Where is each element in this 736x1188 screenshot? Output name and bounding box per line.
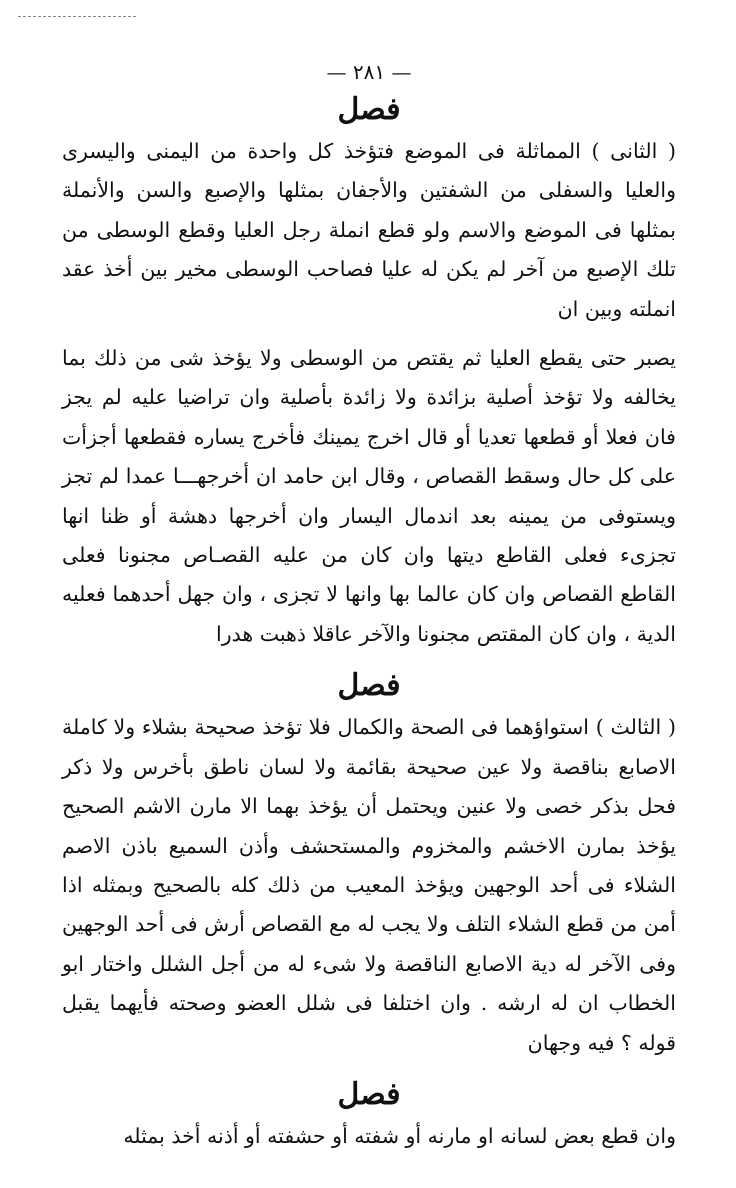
section-1-paragraph-2: يصبر حتى يقطع العليا ثم يقتص من الوسطى ولا يؤخذ شى من ذلك بما يخالفه ولا تؤخذ أصلية بزائدة ولا زائدة بأصلية وان تراضيا عليه لم يجز فان فعلا أو قطعها تعديا أو قال اخرج يمينك فأخرج يساره فقطعها أجزأت على كل حال وسقط القصاص ، وقال ابن حامد ان أخرجهـــا عمدا لم تجز ويستوفى من يمينه بعد اندمال اليسار وان أخرجها دهشة أو ظنا انها تجزىء فعلى القاطع ديتها وان كان من عليه القصـاص مجنونا فعلى القاطع القصاص وان كان عالما بها وانها لا تجزى ، وان جهل أحدهما فعليه الدية ، وان كان المقتص مجنونا والآخر عاقلا ذهبت هدرا — [62, 346, 676, 646]
section-heading-1: فصل — [337, 92, 401, 127]
section-3-paragraph-1: وان قطع بعض لسانه او مارنه أو شفته أو حشفته أو أذنه أخذ بمثله — [123, 1123, 676, 1148]
section-heading-2: فصل — [337, 668, 401, 704]
page-number: — ٢٨١ — — [326, 60, 412, 84]
scan-edge-line — [18, 16, 136, 17]
section-heading-3: فصل — [337, 1076, 401, 1112]
section-2-paragraph-1: ( الثالث ) استواؤهما فى الصحة والكمال فلا تؤخذ صحيحة بشلاء ولا كاملة الاصابع بناقصة ولا عين صحيحة بقائمة ولا لسان ناطق بأخرس ولا ذكر فحل بذكر خصى ولا عنين ويحتمل أن يؤخذ بهما الا مارن الاشم الصحيح يؤخذ بمارن الاخشم والمخزوم والمستحشف وأذن السميع باذن الاصم الشلاء فى أحد الوجهين ويؤخذ المعيب من ذلك كله بالصحيح وبمثله اذا أمن من قطع الشلاء التلف ولا يجب له مع القصاص أرش فى أحد الوجهين وفى الآخر له دية الاصابع الناقصة ولا شىء له من أجل الشلل واختار ابو الخطاب ان له ارشه . وان اختلفا فى شلل العضو وصحته فأيهما يقبل قوله ؟ فيه وجهان — [62, 715, 676, 1055]
section-1-paragraph-1: ( الثانى ) المماثلة فى الموضع فتؤخذ كل واحدة من اليمنى واليسرى والعليا والسفلى من الشفتين والأجفان بمثلها والإصبع والسن والأنملة بمثلها فى الموضع والاسم ولو قطع انملة رجل العليا وقطع الوسطى من تلك الإصبع من آخر لم يكن له عليا فصاحب الوسطى مخير بين أخذ عقد انملته وبين ان — [62, 139, 676, 321]
book-page — [62, 58, 676, 1166]
